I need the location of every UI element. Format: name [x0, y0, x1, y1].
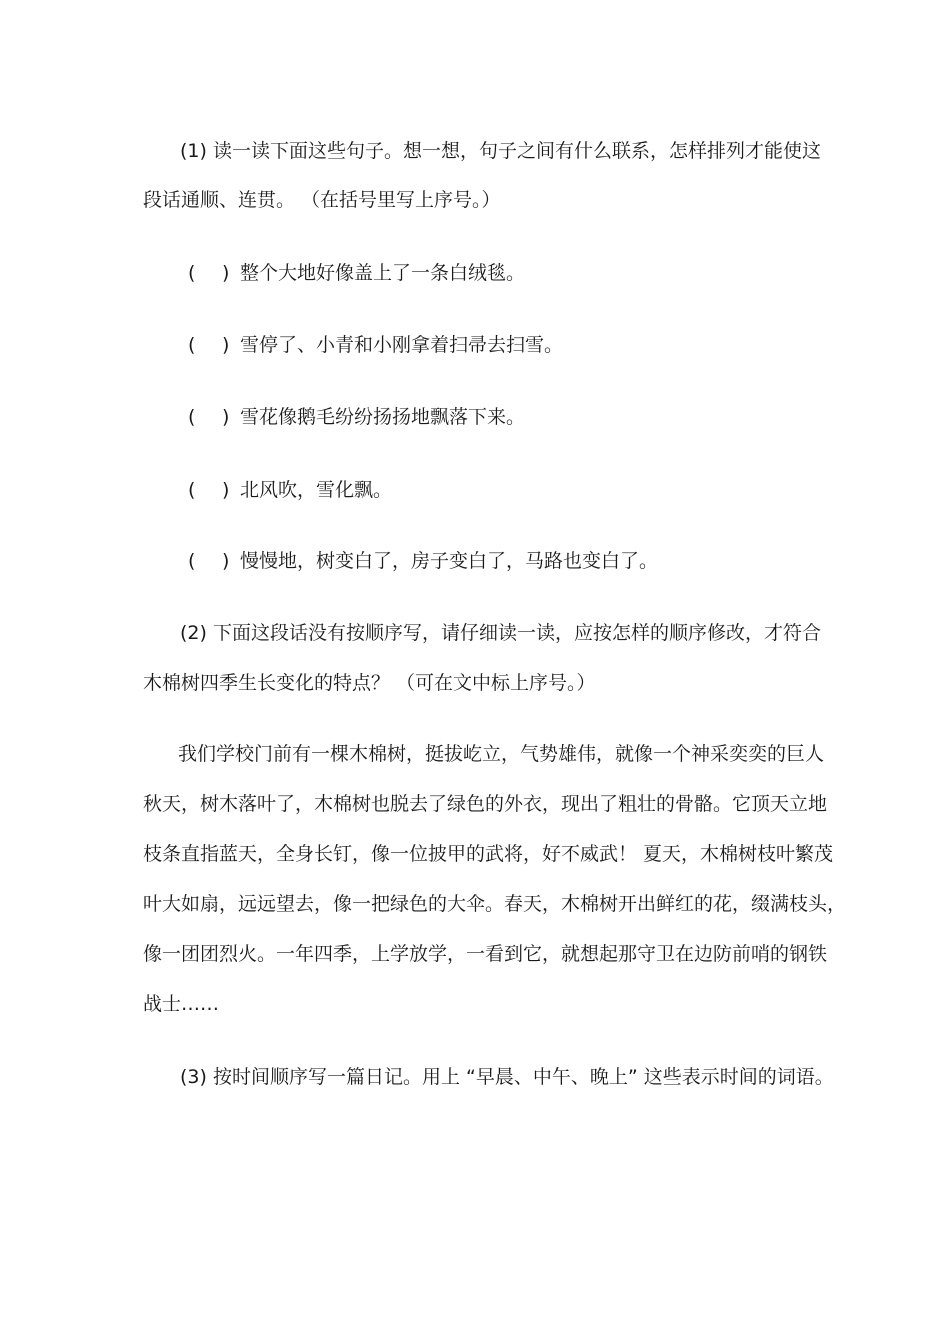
choice-item-5 [188, 549, 658, 573]
blank-paren-close: ) [222, 406, 230, 428]
choice-text: 北风吹，雪化飘。 [240, 479, 393, 501]
choice-item-4 [188, 478, 392, 502]
question-3-line-1: (3) 按时间顺序写一篇日记。用上 “早晨、中午、晚上” 这些表示时间的词语。 [180, 1066, 834, 1088]
passage-line-6: 战士…… [143, 993, 220, 1015]
blank-paren-close: ) [222, 550, 230, 572]
question-1-line-1: (1) 读一读下面这些句子。想一想，句子之间有什么联系，怎样排列才能使这 [180, 140, 821, 162]
choice-text: 慢慢地，树变白了，房子变白了，马路也变白了。 [240, 550, 659, 572]
question-1-line-2: 段话通顺、连贯。 （在括号里写上序号。） [143, 189, 501, 211]
blank-paren-close: ) [222, 262, 230, 284]
blank-paren-close: ) [222, 479, 230, 501]
passage-line-1: 我们学校门前有一棵木棉树，挺拔屹立，气势雄伟，就像一个神采奕奕的巨人 [178, 743, 825, 765]
blank-paren-open: ( [188, 406, 196, 428]
question-2-line-1: (2) 下面这段话没有按顺序写，请仔细读一读，应按怎样的顺序修改，才符合 [180, 622, 821, 644]
blank-paren-close: ) [222, 334, 230, 356]
blank-paren-open: ( [188, 550, 196, 572]
question-2-line-2: 木棉树四季生长变化的特点？ （可在文中标上序号。） [143, 672, 596, 694]
choice-text: 雪花像鹅毛纷纷扬扬地飘落下来。 [240, 406, 526, 428]
passage-line-3: 枝条直指蓝天，全身长钉，像一位披甲的武将，好不威武！ 夏天，木棉树枝叶繁茂 [143, 843, 834, 865]
passage-line-5: 像一团团烈火。一年四季，上学放学，一看到它，就想起那守卫在边防前哨的钢铁 [143, 943, 828, 965]
choice-item-1 [188, 261, 525, 285]
passage-line-2: 秋天，树木落叶了，木棉树也脱去了绿色的外衣，现出了粗壮的骨骼。它顶天立地 [143, 793, 828, 815]
choice-text: 雪停了、小青和小刚拿着扫帚去扫雪。 [240, 334, 564, 356]
choice-item-3 [188, 405, 525, 429]
choice-text: 整个大地好像盖上了一条白绒毯。 [240, 262, 526, 284]
blank-paren-open: ( [188, 262, 196, 284]
passage-line-4: 叶大如扇，远远望去，像一把绿色的大伞。春天，木棉树开出鲜红的花，缀满枝头， [143, 893, 847, 915]
blank-paren-open: ( [188, 479, 196, 501]
blank-paren-open: ( [188, 334, 196, 356]
choice-item-2 [188, 333, 563, 357]
